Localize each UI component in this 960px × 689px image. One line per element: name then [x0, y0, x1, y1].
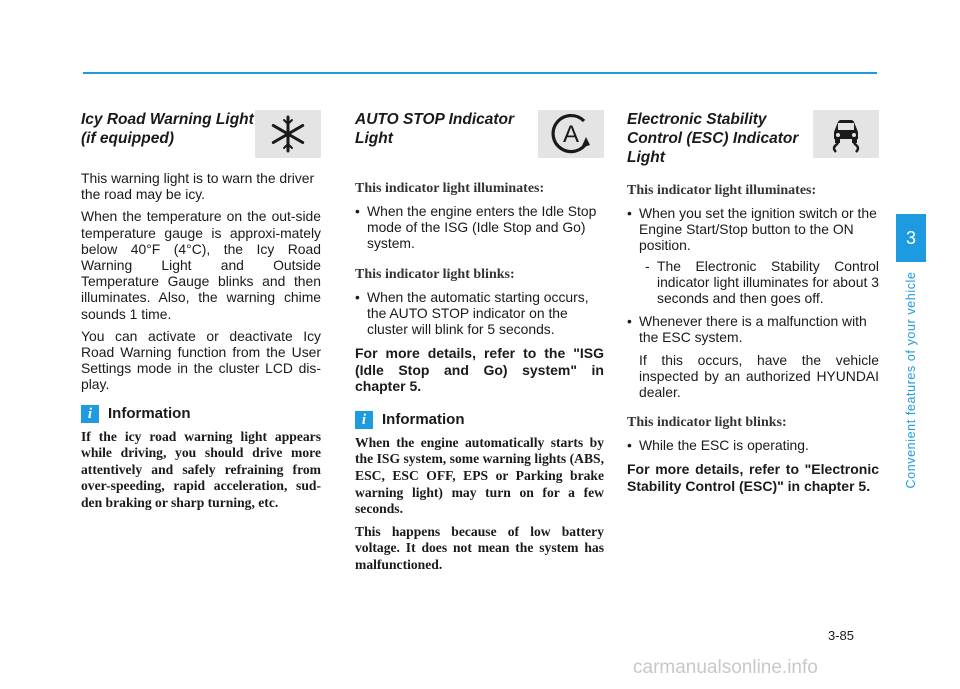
sub-list-item: - The Electronic Stability Control indicator light illuminates for about 3 seconds and then goes off. — [645, 257, 879, 307]
section-title: Icy Road Warning Light (if equipped) — [81, 111, 254, 147]
reference-text: For more details, refer to the "ISG (Idle Stop and Go) system" in chapter 5. — [355, 345, 604, 395]
subheading: This indicator light illuminates: — [355, 181, 545, 196]
subheading: This indicator light blinks: — [627, 415, 787, 431]
esc-skid-car-icon — [813, 110, 879, 158]
info-label: Information — [382, 411, 465, 429]
top-rule — [83, 72, 877, 74]
section-title: Electronic Stability Control (ESC) Indicator Light — [627, 111, 799, 166]
section-title: AUTO STOP Indicator Light — [355, 111, 515, 147]
list-item: • When the engine enters the Idle Stop mode of the ISG (Idle Stop and Go) system. — [355, 203, 597, 252]
list-item: • Whenever there is a malfunction with the ESC system. If this occurs, have the vehicle inspected by an authorized HYUNDAI dealer. — [627, 313, 879, 401]
note-text: If this occurs, have the vehicle inspected by an authorized HYUNDAI dealer. — [639, 351, 879, 401]
chapter-title: Convenient features of your vehicle — [904, 271, 918, 489]
watermark: carmanualsonline.info — [633, 657, 818, 678]
snowflake-icon — [255, 110, 321, 158]
paragraph: When the temperature on the out-side temperature gauge is approxi-mately below 40°F (4°C), the Icy Road Warning Light and Outside Temperature Gauge blinks and then illuminates. Also, the warning chime sounds 1 time. — [81, 208, 321, 322]
esc-section — [627, 110, 879, 500]
info-text: When the engine automatically starts by the ISG system, some warning lights (ABS, ESC, ESC OFF, EPS or Parking brake warning light) may turn on for a few seconds. — [355, 434, 604, 517]
list-item: • When the automatic starting occurs, the AUTO STOP indicator on the cluster will blink for 5 seconds. — [355, 288, 589, 338]
subheading: This indicator light illuminates: — [627, 183, 817, 198]
chapter-tab: 3 — [896, 214, 926, 262]
auto-stop-letter: A — [562, 121, 580, 148]
info-text: This happens because of low battery voltage. It does not mean the system has malfunctioned. — [355, 523, 604, 572]
page-number: 3-85 — [828, 628, 855, 643]
info-icon: i — [81, 405, 99, 423]
subheading: This indicator light blinks: — [355, 266, 515, 282]
info-icon: i — [355, 411, 373, 429]
reference-text: For more details, refer to "Electronic Stability Control (ESC)" in chapter 5. — [627, 461, 879, 494]
auto-stop-section — [355, 110, 604, 579]
list-item: • When you set the ignition switch or the Engine Start/Stop button to the ON position. - The Electronic Stability Control indicator light illuminates for about 3 seconds and then goes off. — [627, 205, 879, 307]
info-label: Information — [108, 405, 191, 423]
info-text: If the icy road warning light appears while driving, you should drive more attentively and safely refraining from over-speeding, rapid acceleration, sud-den braking or sharp turning, etc. — [81, 428, 321, 511]
icy-road-section — [81, 110, 321, 518]
list-item: • While the ESC is operating. — [627, 437, 809, 454]
paragraph: This warning light is to warn the driver the road may be icy. — [81, 170, 315, 203]
paragraph: You can activate or deactivate Icy Road Warning function from the User Settings mode in the cluster LCD dis-play. — [81, 327, 321, 393]
auto-stop-icon — [538, 110, 604, 158]
info-heading — [81, 405, 321, 423]
info-heading — [355, 411, 604, 429]
